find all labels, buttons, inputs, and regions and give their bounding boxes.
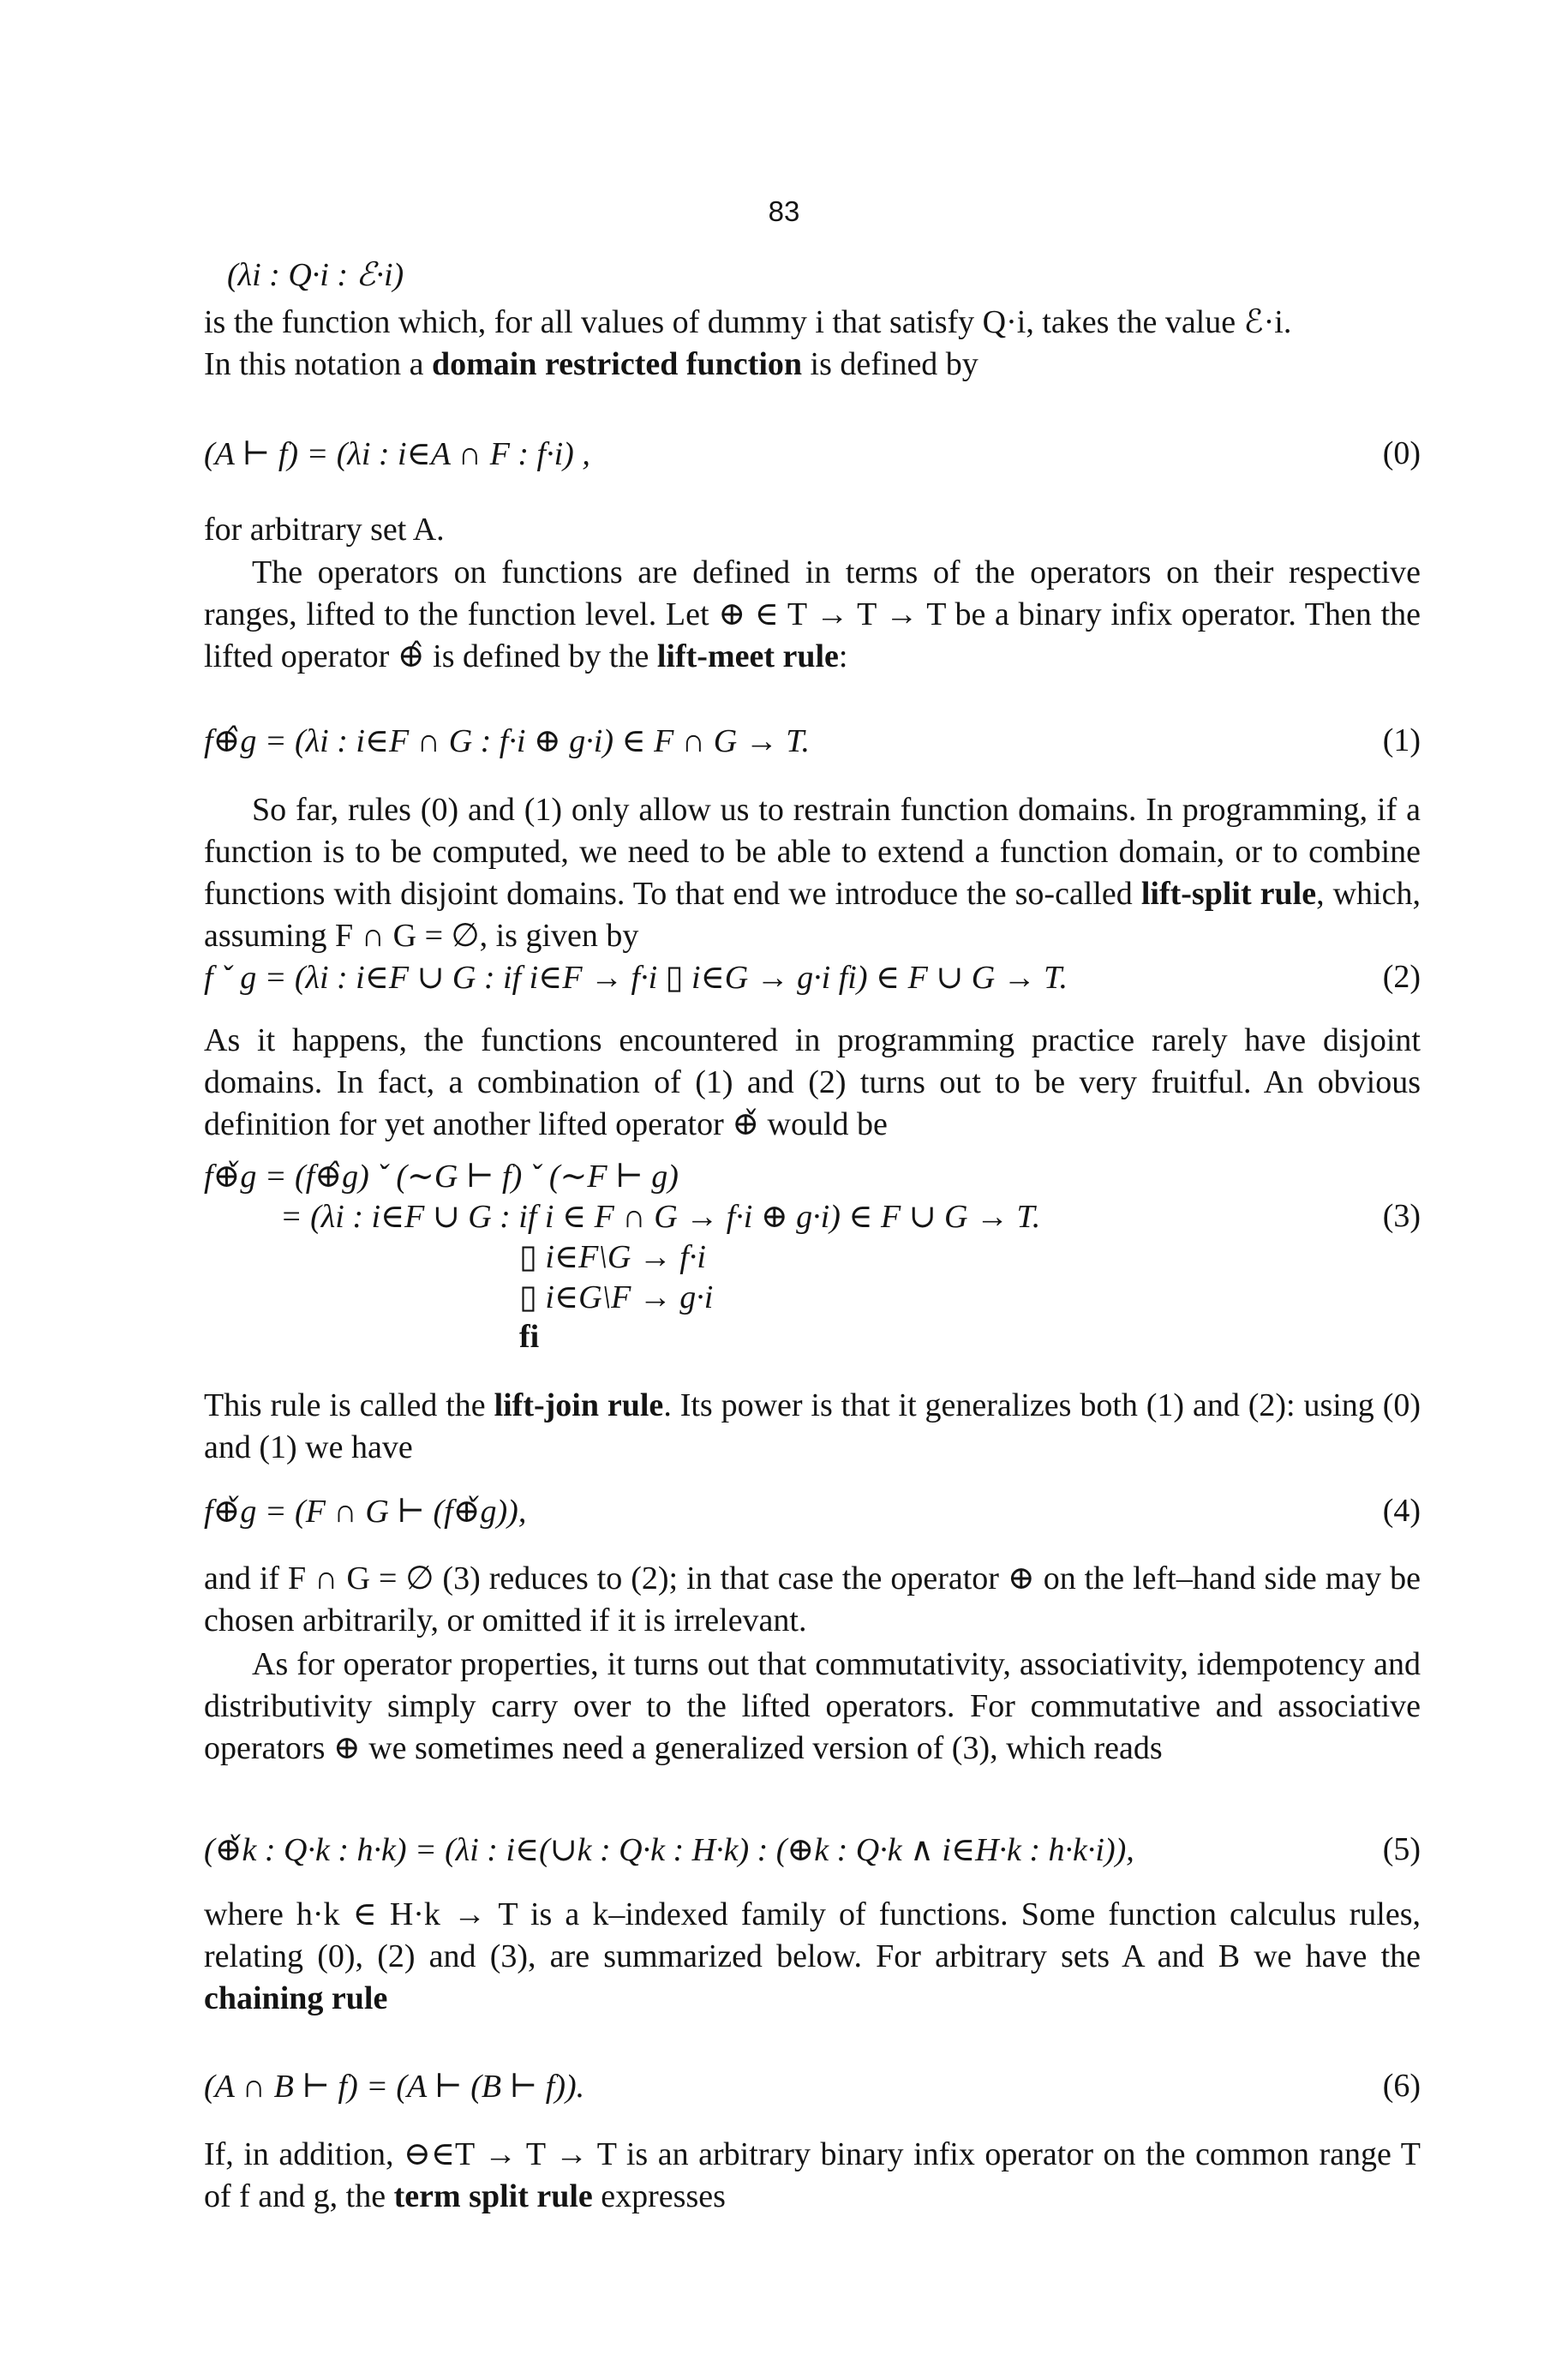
equation-2: f ˇ g = (λi : i∈F ∪ G : if i∈F → f·i ▯ i∈G → g·i fi) ∈ F ∪ G → T. [204,960,1068,996]
equation-3-number: (3) [1382,1198,1421,1234]
page-number: 83 [768,195,800,227]
equation-3-line-1: f⊕̌g = (f⊕̂g) ˇ (∼G ⊢ f) ˇ (∼F ⊢ g) [204,1159,679,1195]
term-lift-join-rule: lift-join rule [494,1387,664,1423]
equation-4-number: (4) [1382,1493,1421,1529]
paragraph-arbitrary-set: for arbitrary set A. [204,512,445,548]
equation-2-number: (2) [1382,959,1421,995]
term-term-split-rule: term split rule [393,2178,593,2214]
paragraph-reduces: and if F ∩ G = ∅ (3) reduces to (2); in that case the operator ⊕ on the left–hand side may be chosen arbitrarily, or omitted if it is irrelevant. [204,1560,1421,1638]
paragraph-function-definition: is the function which, for all values of dummy i that satisfy Q·i, takes the value ℰ·i. [204,304,1292,340]
equation-6-number: (6) [1382,2068,1421,2104]
equation-4: f⊕̌g = (F ∩ G ⊢ (f⊕̌g)), [204,1494,527,1530]
paragraph-lift-split: So far, rules (0) and (1) only allow us to restrain function domains. In programming, if a function is to be computed, we need to be able to extend a function domain, or to combine functions with disjoint domains. To that end we introduce the so-called lift-split rule, which, assuming F ∩ G = ∅, is given by [204,792,1421,954]
term-lift-split-rule: lift-split rule [1140,876,1317,912]
equation-0: (A ⊢ f) = (λi : i∈A ∩ F : f·i) , [204,436,590,472]
equation-1-number: (1) [1382,722,1421,758]
paragraph-term-split: If, in addition, ⊖∈T → T → T is an arbitrary binary infix operator on the common range T of f and g, the term split rule expresses [204,2136,1421,2214]
equation-1: f⊕̂g = (λi : i∈F ∩ G : f·i ⊕ g·i) ∈ F ∩ G → T. [204,723,811,759]
paragraph-chaining: where h·k ∈ H·k → T is a k–indexed family of functions. Some function calculus rules, relating (0), (2) and (3), are summarized below. For arbitrary sets A and B we have the chaining rule [204,1896,1421,2016]
equation-6: (A ∩ B ⊢ f) = (A ⊢ (B ⊢ f)). [204,2069,585,2105]
paragraph-operator-properties: As for operator properties, it turns out that commutativity, associativity, idempotency and distributivity simply carry over to the lifted operators. For commutative and associative operators ⊕ we sometimes need a generalized version of (3), which reads [204,1646,1421,1766]
equation-5: (⊕̌k : Q·k : h·k) = (λi : i∈(∪k : Q·k : H·k) : (⊕k : Q·k ∧ i∈H·k : h·k·i)), [204,1832,1134,1868]
equation-3-line-2: = (λi : i∈F ∪ G : if i ∈ F ∩ G → f·i ⊕ g·i) ∈ F ∪ G → T. [280,1199,1041,1235]
equation-3-line-5: fi [519,1319,540,1355]
equation-5-number: (5) [1382,1831,1421,1867]
term-lift-meet-rule: lift-meet rule [656,638,839,674]
term-domain-restricted-function: domain restricted function [431,346,803,382]
paragraph-domain-restricted: In this notation a domain restricted function is defined by [204,346,979,382]
paragraph-lift-join: This rule is called the lift-join rule. Its power is that it generalizes both (1) and (2): using (0) and (1) we have [204,1387,1421,1465]
paragraph-lift-meet: The operators on functions are defined in terms of the operators on their respective ranges, lifted to the function level. Let ⊕ ∈ T → T → T be a binary infix operator. Then the lifted operator ⊕̂ is defined by the lift-meet rule: [204,554,1421,674]
equation-3-line-3: ▯ i∈F\G → f·i [519,1239,706,1275]
equation-3-line-4: ▯ i∈G\F → g·i [519,1279,714,1315]
equation-0-number: (0) [1382,435,1421,471]
term-chaining-rule: chaining rule [204,1980,388,2016]
paragraph-disjoint-domains: As it happens, the functions encountered in programming practice rarely have disjoint domains. In fact, a combination of (1) and (2) turns out to be very fruitful. An obvious definition for yet another lifted operator ⊕̌ would be [204,1022,1421,1142]
lambda-notation: (λi : Q·i : ℰ·i) [227,257,404,293]
